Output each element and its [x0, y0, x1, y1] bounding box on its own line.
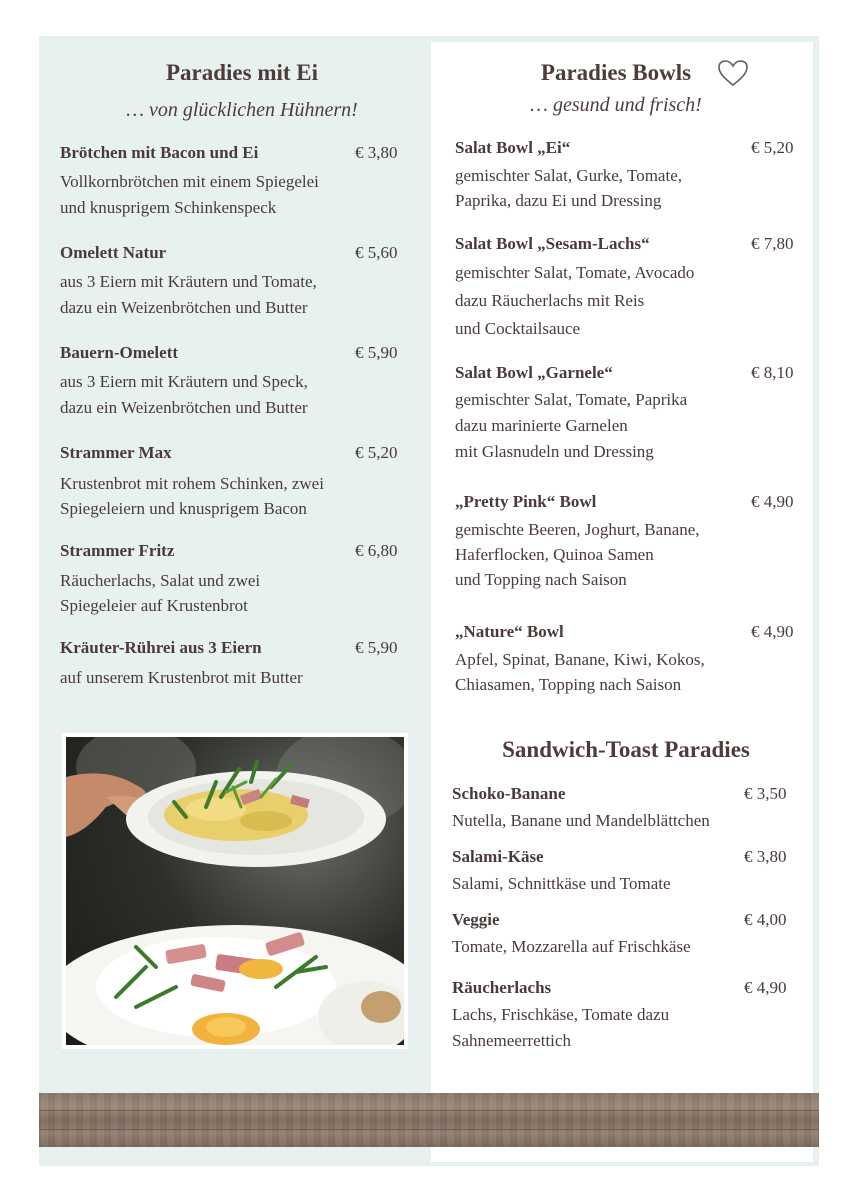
item-name: Schoko-Banane [452, 784, 566, 803]
item-desc-line: Haferflocken, Quinoa Samen [455, 545, 654, 564]
item-desc-line: dazu marinierte Garnelen [455, 416, 628, 435]
item-desc-line: Sahnemeerrettich [452, 1031, 571, 1050]
section-title-eggs: Paradies mit Ei [165, 60, 319, 85]
item-price: € 5,20 [355, 443, 398, 462]
item-price: € 5,90 [355, 638, 398, 657]
heart-outline-icon [716, 58, 750, 88]
menu-item [452, 847, 802, 903]
item-desc-line: und Cocktailsauce [455, 319, 581, 338]
item-desc-line: dazu ein Weizenbrötchen und Butter [60, 398, 308, 417]
menu-item [455, 138, 805, 218]
section-title-sandwich: Sandwich-Toast Paradies [502, 737, 750, 762]
item-price: € 4,00 [744, 910, 787, 929]
food-photo-image [66, 737, 404, 1045]
section-subtitle-bowls: … gesund und frisch! [530, 94, 702, 116]
item-name: Veggie [452, 910, 500, 929]
menu-item [455, 363, 805, 473]
menu-item [60, 343, 410, 423]
item-desc-line: Apfel, Spinat, Banane, Kiwi, Kokos, [455, 650, 705, 669]
item-name: Bauern-Omelett [60, 343, 179, 362]
item-price: € 3,50 [744, 784, 787, 803]
menu-item [452, 910, 802, 966]
item-desc-line: Salami, Schnittkäse und Tomate [452, 874, 671, 893]
item-price: € 4,90 [751, 492, 794, 511]
section-subtitle-eggs: … von glücklichen Hühnern! [126, 99, 358, 121]
item-price: € 8,10 [751, 363, 794, 382]
item-desc-line: Chiasamen, Topping nach Saison [455, 675, 682, 694]
menu-item [455, 622, 805, 702]
item-desc-line: Spiegeleiern und knusprigem Bacon [60, 499, 307, 518]
item-price: € 3,80 [744, 847, 787, 866]
scrambled-egg-plates-illustration [66, 737, 404, 1045]
item-name: Salami-Käse [452, 847, 544, 866]
item-name: Strammer Fritz [60, 541, 175, 560]
item-desc-line: aus 3 Eiern mit Kräutern und Tomate, [60, 272, 317, 291]
item-name: Strammer Max [60, 443, 172, 462]
menu-item [60, 541, 410, 621]
menu-item [452, 978, 802, 1058]
menu-item [60, 638, 410, 694]
item-name: Salat Bowl „Sesam-Lachs“ [455, 234, 650, 253]
item-name: Kräuter-Rührei aus 3 Eiern [60, 638, 262, 657]
item-desc-line: und Topping nach Saison [455, 570, 627, 589]
item-price: € 5,90 [355, 343, 398, 362]
item-desc-line: Spiegeleier auf Krustenbrot [60, 596, 248, 615]
menu-item [60, 143, 410, 223]
item-name: „Pretty Pink“ Bowl [455, 492, 597, 511]
item-price: € 4,90 [751, 622, 794, 641]
item-name: Räucherlachs [452, 978, 552, 997]
item-price: € 5,60 [355, 243, 398, 262]
item-desc-line: Räucherlachs, Salat und zwei [60, 571, 261, 590]
item-price: € 5,20 [751, 138, 794, 157]
item-price: € 6,80 [355, 541, 398, 560]
menu-item [60, 243, 410, 323]
item-desc-line: aus 3 Eiern mit Kräutern und Speck, [60, 372, 308, 391]
item-desc-line: Tomate, Mozzarella auf Frischkäse [452, 937, 691, 956]
item-desc-line: dazu Räucherlachs mit Reis [455, 291, 645, 310]
item-price: € 3,80 [355, 143, 398, 162]
item-desc-line: Vollkornbrötchen mit einem Spiegelei [60, 172, 319, 191]
item-name: Omelett Natur [60, 243, 167, 262]
item-name: Salat Bowl „Ei“ [455, 138, 571, 157]
item-price: € 4,90 [744, 978, 787, 997]
item-desc-line: gemischter Salat, Gurke, Tomate, [455, 166, 682, 185]
item-desc-line: Paprika, dazu Ei und Dressing [455, 191, 662, 210]
menu-item [455, 234, 805, 344]
item-desc-line: gemischter Salat, Tomate, Paprika [455, 390, 688, 409]
item-desc-line: und knusprigem Schinkenspeck [60, 198, 277, 217]
item-desc-line: gemischter Salat, Tomate, Avocado [455, 263, 695, 282]
item-name: Brötchen mit Bacon und Ei [60, 143, 259, 162]
wood-texture-strip [39, 1093, 819, 1147]
item-desc-line: gemischte Beeren, Joghurt, Banane, [455, 520, 700, 539]
item-desc-line: auf unserem Krustenbrot mit Butter [60, 668, 303, 687]
item-desc-line: Lachs, Frischkäse, Tomate dazu [452, 1005, 670, 1024]
item-name: „Nature“ Bowl [455, 622, 564, 641]
item-desc-line: dazu ein Weizenbrötchen und Butter [60, 298, 308, 317]
item-price: € 7,80 [751, 234, 794, 253]
item-desc-line: mit Glasnudeln und Dressing [455, 442, 654, 461]
item-desc-line: Nutella, Banane und Mandelblättchen [452, 811, 710, 830]
item-name: Salat Bowl „Garnele“ [455, 363, 613, 382]
section-title-bowls: Paradies Bowls [540, 60, 692, 85]
menu-item [452, 784, 802, 840]
menu-item [455, 492, 805, 602]
item-desc-line: Krustenbrot mit rohem Schinken, zwei [60, 474, 324, 493]
menu-item [60, 443, 410, 523]
food-photo [62, 733, 408, 1049]
